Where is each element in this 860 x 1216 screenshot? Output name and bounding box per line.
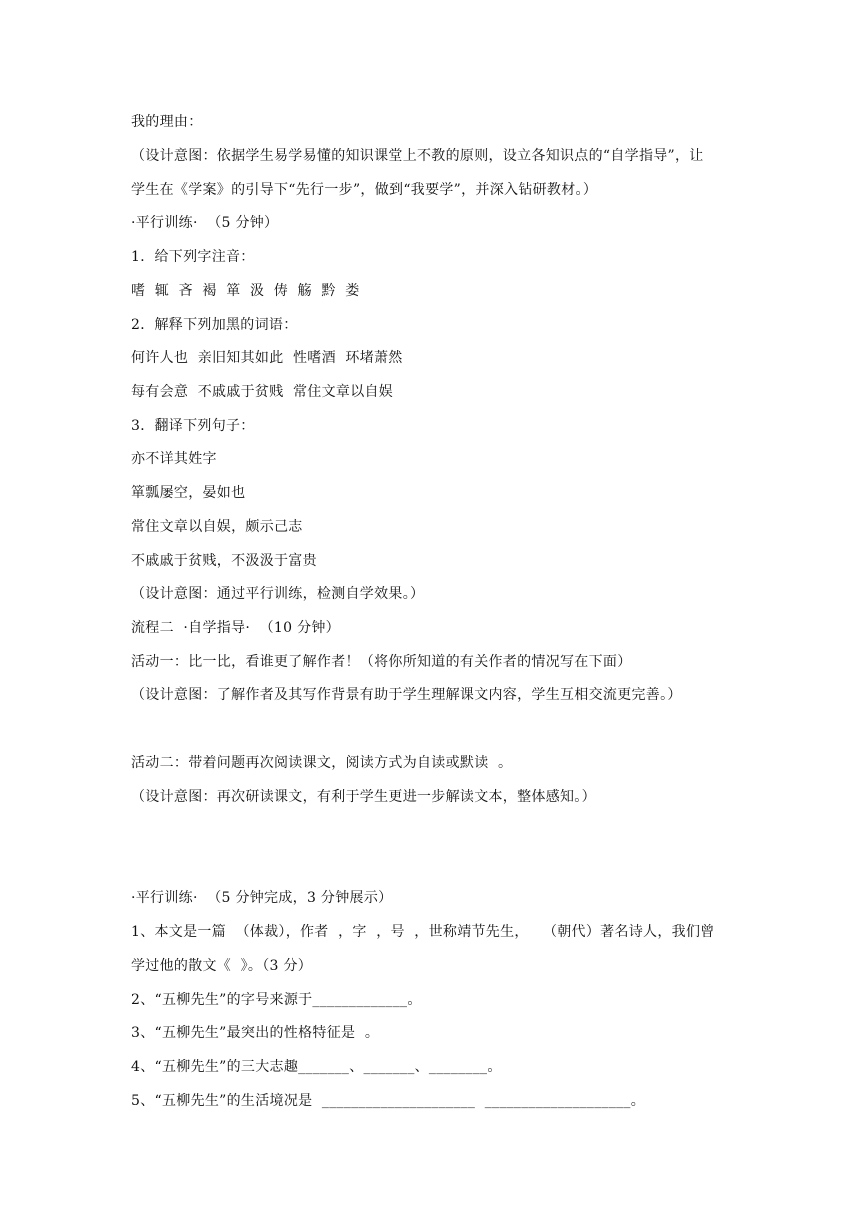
exercise-5: 5、“五柳先生”的生活境况是 _____________________ ____________________。 [131,1093,646,1109]
design-intent-line-1: （设计意图：依据学生易学易懂的知识课堂上不教的原则，设立各知识点的“自学指导”，让 [131,148,704,164]
question-2-title: 2．解释下列加黑的词语： [131,317,298,333]
design-intent-training: （设计意图：通过平行训练，检测自学效果。） [131,586,425,602]
design-intent-activity-two: （设计意图：再次研读课文，有利于学生更进一步解读文本，整体感知。） [131,789,596,805]
sentence-1: 亦不详其姓字 [131,451,217,467]
exercise-1-line-1: 1、本文是一篇 （体裁），作者 ，字 ，号 ，世称靖节先生， （朝代）著名诗人，我们曾 [131,924,715,940]
sentence-4: 不戚戚于贫贱，不汲汲于富贵 [131,553,317,569]
vocab-line-2: 每有会意 不戚戚于贫贱 常住文章以自娱 [131,384,394,400]
exercise-2: 2、“五柳先生”的字号来源于_____________。 [131,992,422,1008]
activity-two: 活动二：带着问题再次阅读课文，阅读方式为自读或默读 。 [131,755,513,771]
sentence-3: 常住文章以自娱，颇示己志 [131,519,303,535]
exercise-4: 4、“五柳先生”的三大志趣_______、_______、________。 [131,1059,502,1075]
exercise-3: 3、“五柳先生”最突出的性格特征是 。 [131,1025,380,1041]
exercise-1-line-2: 学过他的散文《 》。（3 分） [131,958,313,974]
design-intent-activity-one: （设计意图：了解作者及其写作背景有助于学生理解课文内容，学生互相交流更完善。） [131,687,682,703]
vocab-line-1: 何许人也 亲旧知其如此 性嗜酒 环堵萧然 [131,350,403,366]
design-intent-line-2: 学生在《学案》的引导下“先行一步”，做到“我要学”，并深入钻研教材。） [131,182,598,198]
pinyin-characters: 嗜 辄 吝 褐 箪 汲 俦 觞 黔 娄 [131,283,360,299]
question-1-title: 1．给下列字注音： [131,249,255,265]
reason-heading: 我的理由： [131,114,203,130]
activity-one: 活动一：比一比，看谁更了解作者！（将你所知道的有关作者的情况写在下面） [131,654,632,670]
parallel-training-heading-2: ·平行训练· （5 分钟完成，3 分钟展示） [131,890,393,906]
question-3-title: 3．翻译下列句子： [131,418,255,434]
process-two-heading: 流程二 ·自学指导· （10 分钟） [131,620,340,636]
parallel-training-heading: ·平行训练· （5 分钟） [131,215,279,231]
sentence-2: 箪瓢屡空，晏如也 [131,485,246,501]
